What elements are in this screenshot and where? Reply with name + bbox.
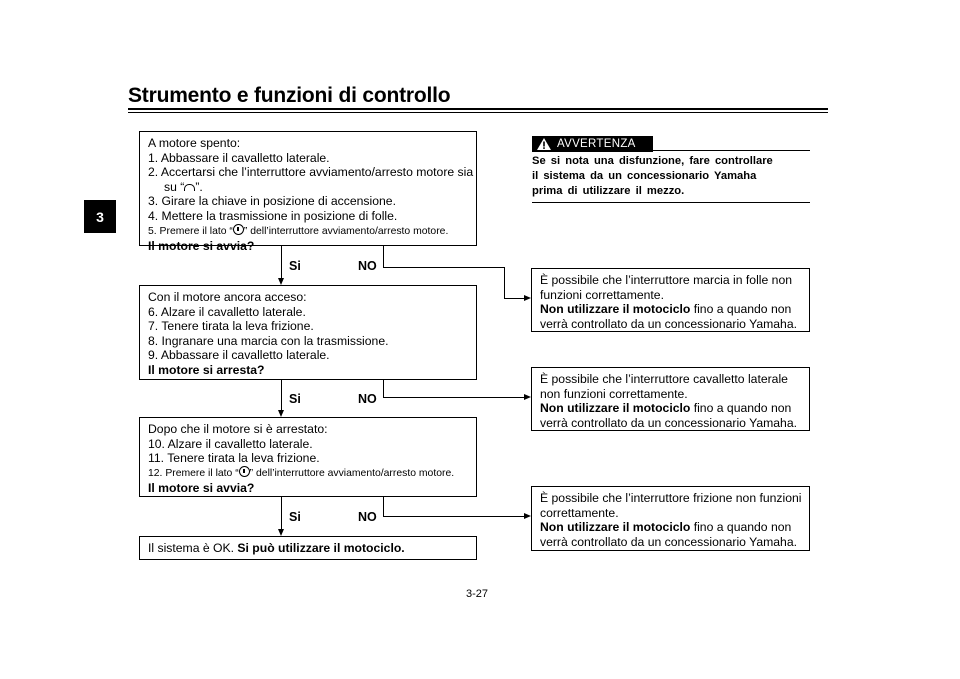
result1-line-0: È possibile che l’interruttore marcia in folle non bbox=[540, 273, 792, 287]
no-connector-3b bbox=[383, 516, 525, 517]
chapter-tab: 3 bbox=[84, 200, 116, 233]
start-switch-icon bbox=[233, 224, 244, 235]
box2-question: Il motore si arresta? bbox=[148, 362, 265, 377]
box2-line-1: 6. Alzare il cavalletto laterale. bbox=[148, 304, 306, 319]
flow-box-4 bbox=[139, 536, 477, 560]
no-label-2: NO bbox=[358, 392, 377, 406]
result-box-1 bbox=[531, 268, 810, 332]
box1-line-0: A motore spento: bbox=[148, 136, 241, 150]
no-arrow-3 bbox=[524, 513, 531, 519]
no-connector-2b bbox=[383, 397, 525, 398]
no-connector-1d bbox=[504, 298, 525, 299]
box3-line-2: 11. Tenere tirata la leva frizione. bbox=[148, 451, 320, 466]
page-number: 3-27 bbox=[466, 588, 489, 600]
box2-line-3: 8. Ingranare una marcia con la trasmissione. bbox=[148, 333, 389, 348]
result3-line-0: È possibile che l’interruttore frizione non funzioni bbox=[540, 491, 802, 505]
result2-line-3: verrà controllato da un concessionario Yamaha. bbox=[540, 415, 797, 430]
yes-connector-2 bbox=[281, 380, 282, 410]
yes-connector-1 bbox=[281, 246, 282, 278]
flow-box-2 bbox=[139, 285, 477, 380]
box1-line-2: 2. Accertarsi che l’interruttore avviamento/arresto motore sia bbox=[148, 165, 474, 180]
no-arrow-2 bbox=[524, 394, 531, 400]
warning-label bbox=[532, 136, 653, 152]
no-arrow-1 bbox=[524, 295, 531, 301]
warning-label-text: AVVERTENZA bbox=[557, 138, 636, 150]
box3-line-12: 12. Premere il lato “ ” dell’interruttore avviamento/arresto motore. bbox=[148, 467, 455, 479]
off-symbol-icon bbox=[184, 184, 195, 191]
no-connector-1c bbox=[504, 267, 505, 299]
yes-connector-3 bbox=[281, 497, 282, 529]
box1-line-su: su “ ”. bbox=[164, 179, 203, 194]
result1-line-1: funzioni correttamente. bbox=[540, 287, 664, 302]
yes-label-2: Si bbox=[289, 392, 301, 406]
warning-triangle-icon bbox=[536, 137, 552, 151]
yes-label-3: Si bbox=[289, 510, 301, 524]
box4-text: Il sistema è OK. Si può utilizzare il motociclo. bbox=[148, 541, 405, 555]
no-label-3: NO bbox=[358, 510, 377, 524]
warning-line-0: Se si nota una disfunzione, fare controllare bbox=[532, 155, 773, 167]
page-title: Strumento e funzioni di controllo bbox=[128, 84, 451, 107]
result3-line-2: Non utilizzare il motociclo fino a quando non bbox=[540, 520, 792, 535]
no-connector-3a bbox=[383, 497, 384, 517]
warning-top-rule bbox=[653, 150, 810, 151]
no-label-1: NO bbox=[358, 259, 377, 273]
flow-box-1 bbox=[139, 131, 477, 254]
box3-line-1: 10. Alzare il cavalletto laterale. bbox=[148, 436, 313, 451]
result3-line-1: correttamente. bbox=[540, 505, 619, 520]
title-rule bbox=[128, 108, 828, 110]
start-switch-icon bbox=[239, 466, 250, 477]
warning-line-2: prima di utilizzare il mezzo. bbox=[532, 185, 685, 197]
box3-line-0: Dopo che il motore si è arrestato: bbox=[148, 422, 328, 436]
box3-question: Il motore si avvia? bbox=[148, 481, 255, 496]
no-connector-1a bbox=[383, 246, 384, 268]
box1-line-4: 4. Mettere la trasmissione in posizione di folle. bbox=[148, 208, 398, 223]
yes-arrow-1 bbox=[278, 278, 284, 285]
result1-line-3: verrà controllato da un concessionario Yamaha. bbox=[540, 316, 797, 331]
yes-label-1: Si bbox=[289, 259, 301, 273]
box2-line-2: 7. Tenere tirata la leva frizione. bbox=[148, 319, 314, 334]
warning-text bbox=[532, 154, 773, 199]
yes-arrow-3 bbox=[278, 529, 284, 536]
title-rule-thin bbox=[128, 112, 828, 113]
flow-box-3 bbox=[139, 417, 477, 497]
result-box-2 bbox=[531, 367, 810, 431]
result3-line-3: verrà controllato da un concessionario Yamaha. bbox=[540, 534, 797, 549]
result2-line-0: È possibile che l’interruttore cavalletto laterale bbox=[540, 372, 788, 386]
box2-line-4: 9. Abbassare il cavalletto laterale. bbox=[148, 348, 330, 363]
result1-line-2: Non utilizzare il motociclo fino a quando non bbox=[540, 302, 792, 317]
yes-arrow-2 bbox=[278, 410, 284, 417]
box1-line-5: 5. Premere il lato “ ” dell’interruttore avviamento/arresto motore. bbox=[148, 225, 449, 237]
box1-line-1: 1. Abbassare il cavalletto laterale. bbox=[148, 150, 330, 165]
warning-line-1: il sistema da un concessionario Yamaha bbox=[532, 170, 757, 182]
box2-line-0: Con il motore ancora acceso: bbox=[148, 290, 307, 304]
result-box-3 bbox=[531, 486, 810, 551]
result2-line-1: non funzioni correttamente. bbox=[540, 386, 688, 401]
box1-line-3: 3. Girare la chiave in posizione di accensione. bbox=[148, 194, 396, 209]
result2-line-2: Non utilizzare il motociclo fino a quando non bbox=[540, 401, 792, 416]
no-connector-1b bbox=[383, 267, 504, 268]
box1-question: Il motore si avvia? bbox=[148, 239, 255, 254]
no-connector-2a bbox=[383, 380, 384, 398]
warning-bottom-rule bbox=[532, 202, 810, 203]
